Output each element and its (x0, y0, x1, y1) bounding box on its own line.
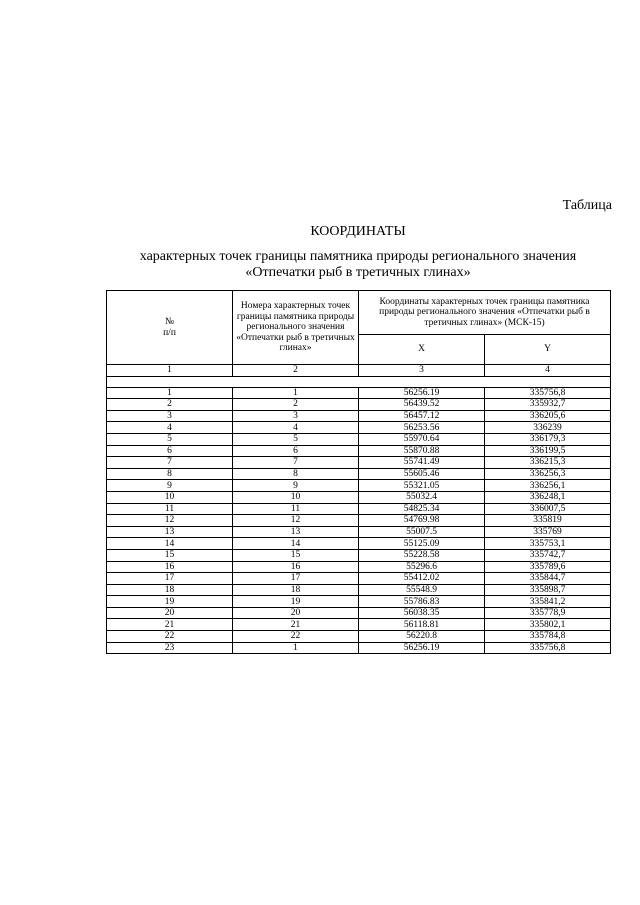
point-number: 1 (233, 387, 359, 399)
y-coordinate: 336256,3 (485, 468, 611, 480)
table-row (107, 619, 611, 631)
table-row (107, 538, 611, 550)
row-number: 16 (107, 561, 233, 573)
row-number: 18 (107, 584, 233, 596)
row-number: 5 (107, 433, 233, 445)
x-coordinate: 56253.56 (359, 422, 485, 434)
point-number: 1 (233, 642, 359, 654)
y-coordinate: 335789,6 (485, 561, 611, 573)
y-coordinate: 335756,8 (485, 642, 611, 654)
point-number: 7 (233, 457, 359, 469)
y-coordinate: 335756,8 (485, 387, 611, 399)
table-row (107, 642, 611, 654)
point-number: 16 (233, 561, 359, 573)
y-coordinate: 336256,1 (485, 480, 611, 492)
subtitle-line-1: характерных точек границы памятника природы регионального значения (139, 249, 577, 264)
table-row (107, 433, 611, 445)
x-coordinate: 55228.58 (359, 549, 485, 561)
x-coordinate: 55125.09 (359, 538, 485, 550)
y-coordinate: 335932,7 (485, 399, 611, 411)
column-index-row (107, 365, 611, 377)
x-coordinate: 56457.12 (359, 410, 485, 422)
table-row (107, 480, 611, 492)
x-coordinate: 55032.4 (359, 491, 485, 503)
point-number: 5 (233, 433, 359, 445)
table-row (107, 549, 611, 561)
row-number: 2 (107, 399, 233, 411)
row-number: 3 (107, 410, 233, 422)
point-number: 2 (233, 399, 359, 411)
y-coordinate: 335802,1 (485, 619, 611, 631)
document-title: КООРДИНАТЫ (310, 224, 406, 239)
x-coordinate: 55296.6 (359, 561, 485, 573)
header-point-number: Номера характерных точек границы памятника природы регионального значения «Отпечатки рыб в третичных глинах» (233, 291, 359, 365)
row-number: 21 (107, 619, 233, 631)
x-coordinate: 54825.34 (359, 503, 485, 515)
row-number: 15 (107, 549, 233, 561)
table-row (107, 515, 611, 527)
row-number: 23 (107, 642, 233, 654)
blank-row (107, 376, 611, 387)
point-number: 21 (233, 619, 359, 631)
row-number: 4 (107, 422, 233, 434)
row-number: 11 (107, 503, 233, 515)
x-coordinate: 56256.19 (359, 387, 485, 399)
y-coordinate: 335778,9 (485, 607, 611, 619)
row-number: 20 (107, 607, 233, 619)
row-number: 9 (107, 480, 233, 492)
y-coordinate: 335844,7 (485, 573, 611, 585)
table-row (107, 422, 611, 434)
row-number: 17 (107, 573, 233, 585)
table-row (107, 573, 611, 585)
point-number: 17 (233, 573, 359, 585)
x-coordinate: 55412.02 (359, 573, 485, 585)
table-row (107, 468, 611, 480)
y-coordinate: 335784,8 (485, 631, 611, 643)
x-coordinate: 55321.05 (359, 480, 485, 492)
y-coordinate: 336215,3 (485, 457, 611, 469)
row-number: 14 (107, 538, 233, 550)
y-coordinate: 335819 (485, 515, 611, 527)
table-row (107, 631, 611, 643)
table-row (107, 526, 611, 538)
y-coordinate: 335841,2 (485, 596, 611, 608)
index-cell: 1 (107, 365, 233, 377)
y-coordinate: 336007,5 (485, 503, 611, 515)
table-row (107, 399, 611, 411)
x-coordinate: 55786.83 (359, 596, 485, 608)
point-number: 14 (233, 538, 359, 550)
y-coordinate: 335769 (485, 526, 611, 538)
row-number: 10 (107, 491, 233, 503)
y-coordinate: 336179,3 (485, 433, 611, 445)
y-coordinate: 336248,1 (485, 491, 611, 503)
x-coordinate: 56439.52 (359, 399, 485, 411)
table-row (107, 445, 611, 457)
table-row (107, 387, 611, 399)
table-row (107, 596, 611, 608)
x-coordinate: 55007.5 (359, 526, 485, 538)
point-number: 12 (233, 515, 359, 527)
row-number: 19 (107, 596, 233, 608)
row-number: 7 (107, 457, 233, 469)
table-row (107, 410, 611, 422)
table-row (107, 491, 611, 503)
point-number: 10 (233, 491, 359, 503)
x-coordinate: 56118.81 (359, 619, 485, 631)
row-number: 13 (107, 526, 233, 538)
row-number: 6 (107, 445, 233, 457)
y-coordinate: 336239 (485, 422, 611, 434)
subtitle-line-2: «Отпечатки рыб в третичных глинах» (245, 265, 471, 280)
y-coordinate: 336205,6 (485, 410, 611, 422)
header-number: № п/п (107, 291, 233, 365)
x-coordinate: 55741.49 (359, 457, 485, 469)
row-number: 1 (107, 387, 233, 399)
x-coordinate: 55870.88 (359, 445, 485, 457)
point-number: 4 (233, 422, 359, 434)
table-row (107, 457, 611, 469)
point-number: 15 (233, 549, 359, 561)
table-row (107, 607, 611, 619)
x-coordinate: 56038.35 (359, 607, 485, 619)
index-cell: 3 (359, 365, 485, 377)
point-number: 18 (233, 584, 359, 596)
row-number: 8 (107, 468, 233, 480)
header-x: X (359, 335, 485, 365)
point-number: 3 (233, 410, 359, 422)
row-number: 12 (107, 515, 233, 527)
point-number: 11 (233, 503, 359, 515)
row-number: 22 (107, 631, 233, 643)
x-coordinate: 55970.64 (359, 433, 485, 445)
y-coordinate: 335742,7 (485, 549, 611, 561)
header-y: Y (485, 335, 611, 365)
x-coordinate: 55548.9 (359, 584, 485, 596)
header-coordinates: Координаты характерных точек границы памятника природы регионального значения «Отпечатки рыб в третичных глинах» (МСК-15) (359, 291, 611, 335)
table-label: Таблица (562, 198, 612, 213)
point-number: 19 (233, 596, 359, 608)
index-cell: 4 (485, 365, 611, 377)
index-cell: 2 (233, 365, 359, 377)
document-subtitle (0, 249, 640, 281)
x-coordinate: 56256.19 (359, 642, 485, 654)
point-number: 13 (233, 526, 359, 538)
point-number: 6 (233, 445, 359, 457)
point-number: 20 (233, 607, 359, 619)
coordinates-table (106, 290, 611, 654)
table-row (107, 561, 611, 573)
point-number: 9 (233, 480, 359, 492)
y-coordinate: 335898,7 (485, 584, 611, 596)
table-row (107, 503, 611, 515)
x-coordinate: 55605.46 (359, 468, 485, 480)
x-coordinate: 56220.8 (359, 631, 485, 643)
point-number: 22 (233, 631, 359, 643)
table-row (107, 584, 611, 596)
point-number: 8 (233, 468, 359, 480)
y-coordinate: 335753,1 (485, 538, 611, 550)
x-coordinate: 54769.98 (359, 515, 485, 527)
y-coordinate: 336199,5 (485, 445, 611, 457)
